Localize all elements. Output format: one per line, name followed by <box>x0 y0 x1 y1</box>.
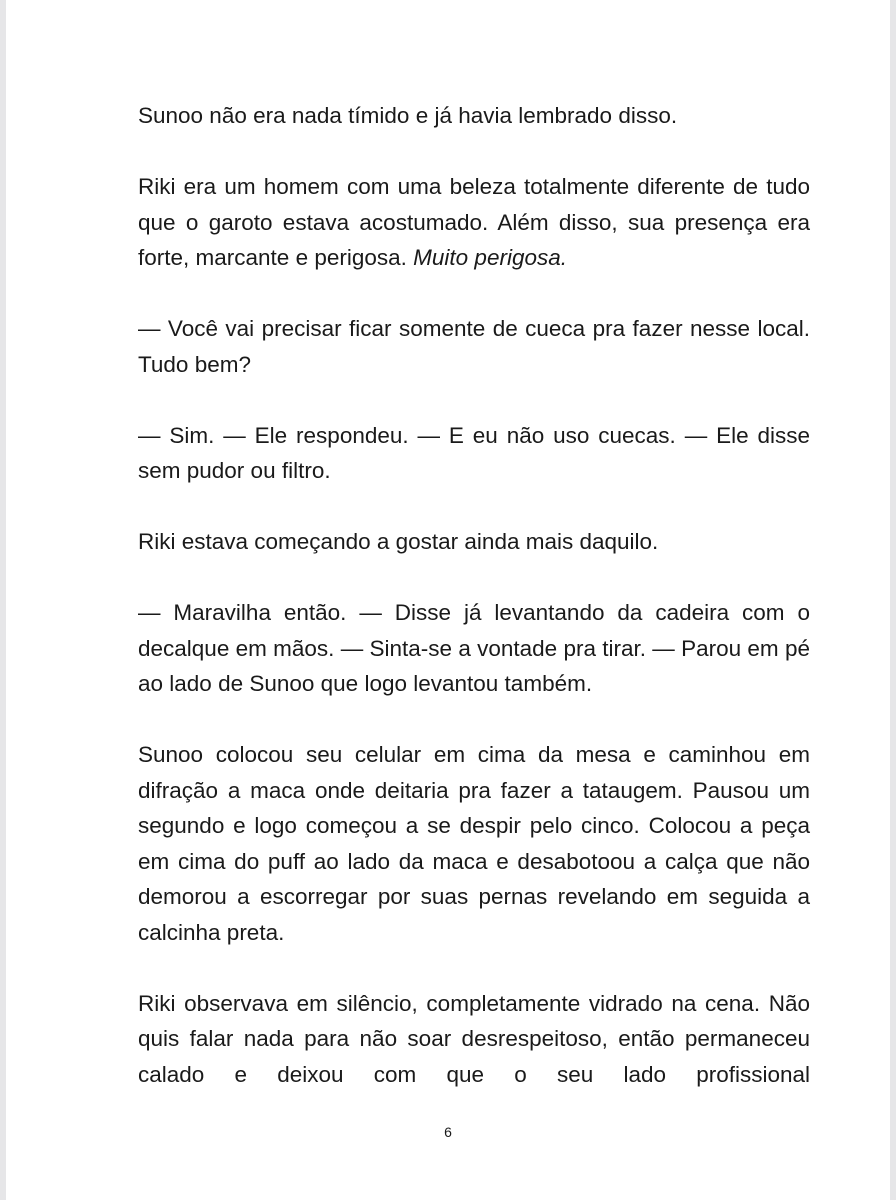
paragraph-7: Sunoo colocou seu celular em cima da mesa e caminhou em difração a maca onde deitaria pra fazer a tataugem. Pausou um segundo e logo começou a se despir pelo cinco. Colocou a peça em cima do puff ao lado da maca e desabotoou a calça que não demorou a escorregar por suas pernas revelando em seguida a calcinha preta. <box>138 742 810 945</box>
paragraph-5: Riki estava começando a gostar ainda mais daquilo. <box>138 529 659 554</box>
paragraph-8: Riki observava em silêncio, completamente vidrado na cena. Não quis falar nada para não soar desrespeitoso, então permaneceu calado e deixou com que o seu lado profissional <box>138 990 810 1087</box>
paragraph-3: — Você vai precisar ficar somente de cueca pra fazer nesse local. Tudo bem? <box>138 316 810 377</box>
paragraph-2-italic-text: Muito perigosa. <box>413 245 567 270</box>
paragraph-1: Sunoo não era nada tímido e já havia lembrado disso. <box>138 103 678 128</box>
paragraph-2 <box>138 169 810 276</box>
paragraph-2-text: Riki era um homem com uma beleza totalmente diferente de tudo que o garoto estava acostumado. Além disso, sua presença era forte, marcante e perigosa. <box>138 174 810 270</box>
page-body-text <box>138 98 810 1128</box>
paragraph-6: — Maravilha então. — Disse já levantando da cadeira com o decalque em mãos. — Sinta-se a vontade pra tirar. — Parou em pé ao lado de Sunoo que logo levantou também. <box>138 600 810 696</box>
paragraph-4: — Sim. — Ele respondeu. — E eu não uso cuecas. — Ele disse sem pudor ou filtro. <box>138 422 810 483</box>
page-number: 6 <box>444 1124 452 1140</box>
